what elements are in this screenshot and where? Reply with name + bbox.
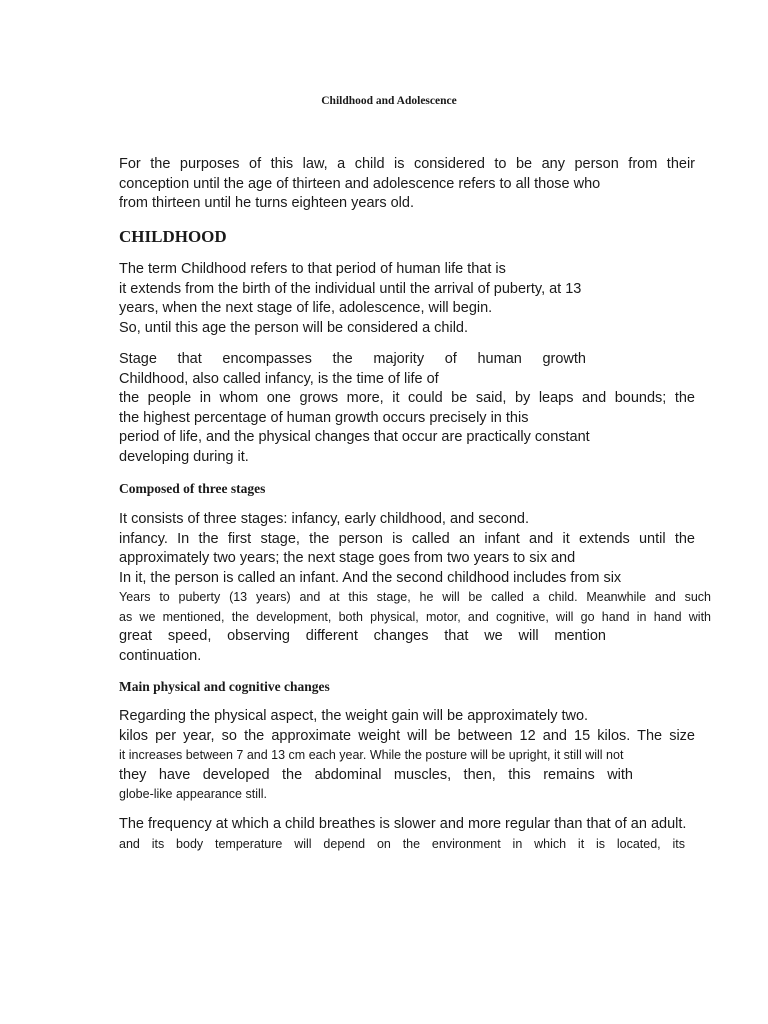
paragraph-line: In it, the person is called an infant. And the second childhood includes from six bbox=[119, 569, 622, 586]
paragraph-line: approximately two years; the next stage goes from two years to six and bbox=[119, 550, 576, 566]
paragraph-line: For the purposes of this law, a child is considered to be any person from their bbox=[119, 156, 695, 172]
paragraph-line: as we mentioned, the development, both physical, motor, and cognitive, will go hand in hand with bbox=[119, 609, 711, 624]
paragraph-line: So, until this age the person will be considered a child. bbox=[119, 319, 469, 336]
paragraph-line: It consists of three stages: infancy, early childhood, and second. bbox=[119, 511, 529, 527]
paragraph-line: globe-like appearance still. bbox=[119, 787, 268, 801]
intro-paragraph bbox=[119, 155, 695, 214]
paragraph-line: conception until the age of thirteen and adolescence refers to all those who bbox=[119, 175, 601, 192]
childhood-paragraph-2 bbox=[119, 350, 695, 467]
breathing-paragraph bbox=[119, 815, 695, 854]
paragraph-line: developing during it. bbox=[119, 448, 249, 465]
stages-paragraph bbox=[119, 510, 711, 666]
paragraph-line: kilos per year, so the approximate weight will be between 12 and 15 kilos. The size bbox=[119, 727, 695, 744]
paragraph-line: The term Childhood refers to that period of human life that is bbox=[119, 261, 506, 277]
paragraph-line: The frequency at which a child breathes is slower and more regular than that of an adult. bbox=[119, 816, 687, 832]
paragraph-line: period of life, and the physical changes that occur are practically constant bbox=[119, 429, 590, 445]
paragraph-line: it extends from the birth of the individual until the arrival of puberty, at 13 bbox=[119, 280, 582, 297]
paragraph-line: it increases between 7 and 13 cm each year. While the posture will be upright, it still will not bbox=[119, 748, 624, 762]
paragraph-line: Regarding the physical aspect, the weight gain will be approximately two. bbox=[119, 708, 589, 724]
paragraph-line: they have developed the abdominal muscles, then, this remains with bbox=[119, 766, 633, 783]
childhood-paragraph-1 bbox=[119, 260, 695, 338]
document-title: Childhood and Adolescence bbox=[321, 95, 457, 107]
paragraph-line: years, when the next stage of life, adolescence, will begin. bbox=[119, 300, 493, 316]
paragraph-line: great speed, observing different changes that we will mention bbox=[119, 628, 606, 644]
paragraph-line: Stage that encompasses the majority of human growth bbox=[119, 351, 586, 367]
paragraph-line: the highest percentage of human growth occurs precisely in this bbox=[119, 409, 529, 426]
paragraph-line: from thirteen until he turns eighteen years old. bbox=[119, 195, 414, 211]
paragraph-line: Years to puberty (13 years) and at this stage, he will be called a child. Meanwhile and such bbox=[119, 590, 711, 604]
paragraph-line: the people in whom one grows more, it could be said, by leaps and bounds; the bbox=[119, 390, 695, 406]
section-heading-stages: Composed of three stages bbox=[119, 481, 266, 496]
changes-paragraph bbox=[119, 707, 695, 805]
section-heading-childhood: CHILDHOOD bbox=[119, 227, 227, 246]
paragraph-line: infancy. In the first stage, the person is called an infant and it extends until the bbox=[119, 530, 695, 547]
paragraph-line: Childhood, also called infancy, is the time of life of bbox=[119, 370, 439, 387]
section-heading-changes: Main physical and cognitive changes bbox=[119, 679, 330, 694]
paragraph-line: continuation. bbox=[119, 647, 202, 664]
paragraph-line: and its body temperature will depend on the environment in which it is located, its bbox=[119, 836, 685, 851]
